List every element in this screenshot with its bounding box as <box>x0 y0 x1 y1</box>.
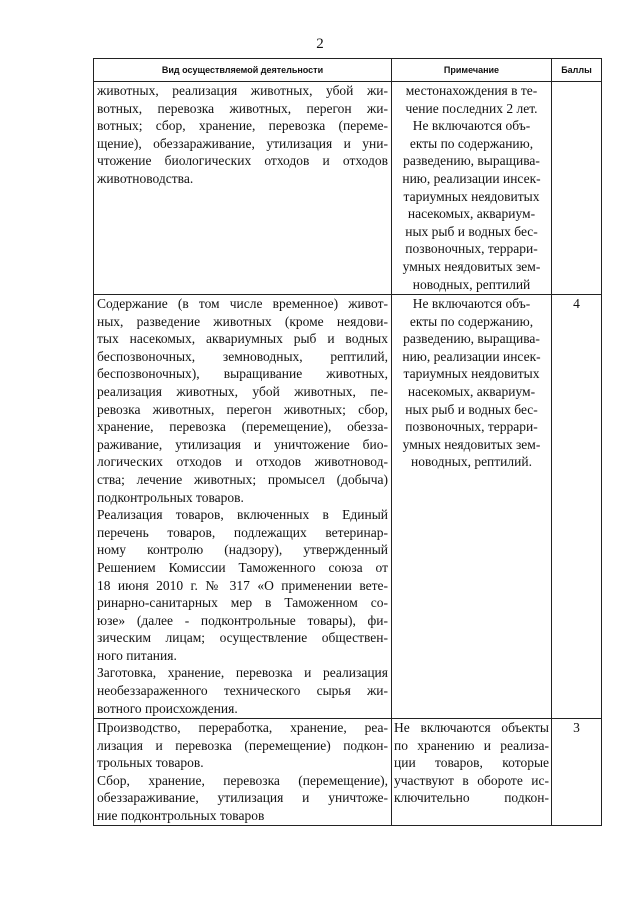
note-cell <box>392 295 552 719</box>
activity-line: раживание, утилизация и уничтожение био- <box>97 436 388 452</box>
activity-line: 18 июня 2010 г. № 317 «О применении вете- <box>97 577 388 593</box>
activity-line: юзе» (далее - подконтрольные товары), фи- <box>97 612 388 628</box>
activity-line: животноводства. <box>97 170 194 186</box>
activity-line: вотного происхождения. <box>97 700 238 716</box>
activity-line: необеззараженного технического сырья жи- <box>97 683 388 699</box>
note-line: ных рыб и водных бес- <box>405 223 538 239</box>
activity-line: ние подконтрольных товаров <box>97 807 265 823</box>
note-line: разведению, выращива- <box>403 153 540 169</box>
note-line: нию, реализации инсек- <box>402 348 541 364</box>
note-line: местонахождения в те- <box>405 83 538 98</box>
note-line: екты по содержанию, <box>409 135 534 151</box>
activity-line: вотных, перевозка животных, перегон жи- <box>97 100 388 116</box>
note-line: насекомых, аквариум- <box>407 206 536 222</box>
activity-line: ства; лечение животных; промысел (добыча) <box>97 471 388 487</box>
activity-line: ному контролю (надзору), утвержденный <box>97 542 388 558</box>
activity-line: чтожение биологических отходов и отходов <box>97 153 388 169</box>
note-line: Не включаются объекты <box>394 720 549 735</box>
activity-line: трольных товаров. <box>97 755 204 771</box>
note-line: умных неядовитых зем- <box>402 258 541 274</box>
activity-line: Сбор, хранение, перевозка (перемещение), <box>97 772 388 788</box>
note-line: Не включаются объ- <box>412 118 531 134</box>
activity-cell <box>94 719 392 826</box>
activity-line: ревозка животных, перегон животных; сбор, <box>97 401 388 417</box>
activity-line: Реализация товаров, включенных в Единый <box>97 507 388 523</box>
note-line: участвуют в обороте ис- <box>394 772 549 788</box>
activity-line: Производство, переработка, хранение, реа- <box>97 720 388 735</box>
activity-line: логических отходов и отходов животновод- <box>97 454 388 470</box>
note-line: позвоночных, террари- <box>405 241 538 257</box>
table-header-row <box>94 59 602 82</box>
activity-line: тых насекомых, аквариумных рыб и водных <box>97 331 388 347</box>
score-cell <box>552 82 602 295</box>
activity-cell <box>94 295 392 719</box>
page-number: 2 <box>316 36 324 52</box>
activity-cell <box>94 82 392 295</box>
note-line: ции товаров, которые <box>394 755 549 771</box>
activity-line: Содержание (в том числе временное) живот- <box>97 296 388 311</box>
note-line: екты по содержанию, <box>409 313 534 329</box>
score-cell: 4 <box>552 295 602 719</box>
header-note: Примечание <box>392 59 552 82</box>
note-cell <box>392 719 552 826</box>
note-line: нию, реализации инсек- <box>402 170 541 186</box>
table-row <box>94 295 602 719</box>
note-line: ных рыб и водных бес- <box>405 401 538 417</box>
note-line: разведению, выращива- <box>403 331 540 347</box>
activity-line: ных, разведение животных (кроме неядови- <box>97 313 388 329</box>
activity-line: подконтрольных товаров. <box>97 489 244 505</box>
activity-line: обеззараживание, утилизация и уничтоже- <box>97 790 388 806</box>
note-line: ключительно подкон- <box>394 790 549 806</box>
activity-line: зическим лицам; осуществление обществен- <box>97 630 388 646</box>
activity-line: хранение, перевозка (перемещение), обезза- <box>97 419 388 435</box>
activity-line: перечень товаров, подлежащих ветеринар- <box>97 524 388 540</box>
activity-line: беспозвоночных, земноводных, рептилий, <box>97 348 388 364</box>
activity-line: Решением Комиссии Таможенного союза от <box>97 559 388 575</box>
note-line: Не включаются объ- <box>412 296 531 311</box>
activity-line: беспозвоночных), выращивание животных, <box>97 366 388 382</box>
header-activity: Вид осуществляемой деятельности <box>94 59 392 82</box>
activity-line: вотных; сбор, хранение, перевозка (переме- <box>97 118 388 134</box>
activity-score-table <box>93 58 602 826</box>
activity-line: ринарно-санитарных мер в Таможенном со- <box>97 595 388 611</box>
header-score: Баллы <box>552 59 602 82</box>
note-line: умных неядовитых зем- <box>402 436 541 452</box>
activity-line: животных, реализация животных, убой жи- <box>97 83 388 98</box>
note-line: тариумных неядовитых <box>403 366 540 382</box>
note-line: новодных, рептилий <box>412 276 531 292</box>
table-row <box>94 719 602 826</box>
activity-line: реализация животных, убой животных, пе- <box>97 383 388 399</box>
activity-line: ного питания. <box>97 647 177 663</box>
note-line: новодных, рептилий. <box>411 454 532 470</box>
note-line: чение последних 2 лет. <box>405 100 538 116</box>
activity-line: Заготовка, хранение, перевозка и реализация <box>97 665 388 681</box>
note-line: тариумных неядовитых <box>403 188 540 204</box>
note-line: позвоночных, террари- <box>405 419 538 435</box>
table-row <box>94 82 602 295</box>
note-cell <box>392 82 552 295</box>
activity-line: щение), обеззараживание, утилизация и уни- <box>97 135 388 151</box>
note-line: насекомых, аквариум- <box>407 383 536 399</box>
activity-line: лизация и перевозка (перемещение) подкон- <box>97 737 388 753</box>
score-cell: 3 <box>552 719 602 826</box>
note-line: по хранению и реализа- <box>394 737 549 753</box>
